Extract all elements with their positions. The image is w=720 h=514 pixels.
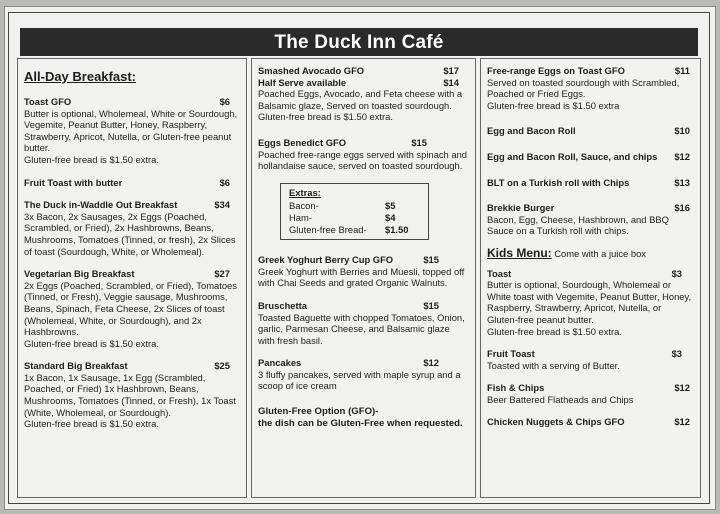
item-name: Egg and Bacon Roll, Sauce, and chips	[487, 150, 658, 162]
item-name: Brekkie Burger	[487, 202, 555, 214]
menu-item-greek-yoghurt	[258, 254, 469, 289]
kids-menu-title: Kids Menu:	[487, 245, 552, 260]
item-description: Toasted with a serving of Butter.	[487, 359, 620, 371]
item-price: $25	[214, 360, 230, 372]
item-price: $6	[219, 96, 230, 107]
item-name: Toast GFO	[24, 96, 72, 107]
item-note: Gluten-free bread is $1.50 extra	[487, 99, 620, 111]
item-description: 1x Bacon, 1x Sausage, 1x Egg (Scrambled, Poached, or Fried) 1x Hashbrown, Beans, Mushrooms, Tomatoes (Tinned, or Fresh), 1x Toast (White, Wholemeal, or Sourdough).	[24, 371, 236, 418]
item-price: $15	[423, 299, 439, 311]
item-name: Bruschetta	[258, 299, 307, 311]
extras-box	[280, 183, 429, 240]
item-description: 2x Eggs (Poached, Scrambled, or Fried), Tomatoes (Tinned, or Fresh), Veggie sausage, Mushrooms, Beans, Spinach, Feta Cheese, 2x Slices of toast (Wholemeal, White, or Sourdough), and 2x Hashbrowns.	[24, 279, 237, 338]
item-price: $12	[674, 382, 690, 394]
item-note: Gluten-free bread is $1.50 extra.	[24, 418, 159, 430]
gfo-line-1: Gluten-Free Option (GFO)-	[258, 406, 379, 418]
item-price: $27	[214, 268, 230, 280]
item-name-half-serve: Half Serve available	[258, 76, 347, 88]
gfo-line-2: the dish can be Gluten-Free when requested.	[258, 417, 463, 429]
item-price: $15	[411, 136, 427, 148]
item-price: $3	[671, 267, 682, 279]
item-description: 3x Bacon, 2x Sausages, 2x Eggs (Poached, Scrambled, or Fried), 2x Hashbrowns, Beans, Mushrooms, Tomatoes (Tinned, or fresh), 2x Slices of toast (Sourdough, White, or Wholemeal).	[24, 210, 236, 257]
menu-item-pancakes	[258, 357, 469, 392]
item-name: BLT on a Turkish roll with Chips	[487, 176, 630, 188]
item-price: $16	[674, 202, 690, 214]
item-name: The Duck in-Waddle Out Breakfast	[24, 199, 178, 211]
item-price: $12	[423, 357, 439, 369]
menu-item-bruschetta	[258, 300, 469, 346]
item-price-half-serve: $14	[443, 76, 459, 88]
column-all-day-breakfast	[17, 58, 247, 498]
menu-item-vegetarian-breakfast	[24, 268, 240, 349]
item-price: $10	[674, 125, 690, 137]
item-name: Free-range Eggs on Toast GFO	[487, 65, 625, 76]
kids-menu-heading	[487, 245, 694, 260]
item-description: Butter is optional, Wholemeal, White or Sourdough, Vegemite, Peanut Butter, Honey, Raspberry, Strawberry, Apricot, Nutella, or Gluten-free peanut butter.	[24, 107, 238, 154]
item-name: Standard Big Breakfast	[24, 360, 128, 372]
extras-title: Extras:	[289, 186, 321, 198]
item-name: Fruit Toast with butter	[24, 176, 123, 188]
menu-item-duck-breakfast	[24, 199, 240, 257]
item-name: Vegetarian Big Breakfast	[24, 268, 135, 280]
extra-price: $5	[385, 200, 396, 212]
menu-item-blt	[487, 177, 694, 189]
extra-name: Ham-	[289, 211, 312, 223]
extra-price: $1.50	[385, 223, 409, 235]
item-price: $17	[443, 65, 459, 76]
item-price: $34	[214, 199, 230, 211]
item-note: Gluten-free bread is $1.50 extra.	[258, 111, 393, 123]
item-description: Butter is optional, Sourdough, Wholemeal or White toast with Vegemite, Peanut Butter, Honey, Raspberry, Strawberry, Apricot, Nutella, or Gluten-free peanut butter.	[487, 279, 692, 325]
item-price: $13	[674, 176, 690, 188]
kids-item-fruit-toast	[487, 348, 694, 371]
kids-item-chicken-nuggets	[487, 416, 694, 428]
item-name: Egg and Bacon Roll	[487, 125, 576, 137]
extras-row	[289, 224, 420, 236]
item-name: Chicken Nuggets & Chips GFO	[487, 416, 625, 428]
item-name: Eggs Benedict GFO	[258, 136, 347, 148]
item-name: Greek Yoghurt Berry Cup GFO	[258, 254, 394, 266]
extra-name: Bacon-	[289, 200, 319, 212]
kids-item-toast	[487, 268, 694, 338]
column-middle	[251, 58, 476, 498]
section-title: All-Day Breakfast:	[24, 69, 136, 84]
menu-item-smashed-avocado	[258, 65, 469, 123]
menu-item-egg-bacon-roll-sauce-chips	[487, 151, 694, 163]
menu-item-eggs-benedict	[258, 137, 469, 172]
extras-row	[289, 200, 420, 212]
item-price: $12	[674, 416, 690, 428]
item-description: 3 fluffy pancakes, served with maple syrup and a scoop of ice cream	[258, 368, 461, 392]
item-description: Greek Yoghurt with Berries and Muesli, topped off with Chai Seeds and grated Organic Walnuts.	[258, 265, 465, 289]
item-name: Smashed Avocado GFO	[258, 65, 365, 76]
item-description: Bacon, Egg, Cheese, Hashbrown, and BBQ Sauce on a Turkish roll with chips.	[487, 213, 669, 237]
menu-item-toast	[24, 96, 240, 166]
item-description: Poached Eggs, Avocado, and Feta cheese with a Balsamic glaze, Served on toasted sourdough.	[258, 88, 463, 111]
item-note: Gluten-free bread is $1.50 extra.	[487, 325, 622, 337]
item-description: Beer Battered Flatheads and Chips	[487, 393, 634, 405]
kids-item-fish-chips	[487, 382, 694, 405]
menu-title: The Duck Inn Café	[20, 28, 698, 56]
item-description: Served on toasted sourdough with Scrambled, Poached or Fried Eggs.	[487, 76, 680, 100]
menu-item-brekkie-burger	[487, 202, 694, 237]
item-name: Fruit Toast	[487, 348, 535, 360]
item-price: $3	[671, 348, 682, 360]
item-note: Gluten-free bread is $1.50 extra.	[24, 153, 159, 165]
item-name: Fish & Chips	[487, 382, 545, 394]
kids-menu-note: Come with a juice box	[551, 247, 646, 259]
item-name: Pancakes	[258, 357, 302, 369]
menu-item-standard-breakfast	[24, 360, 240, 430]
menu-item-egg-bacon-roll	[487, 125, 694, 137]
extras-row	[289, 212, 420, 224]
extra-price: $4	[385, 211, 396, 223]
gfo-note	[258, 406, 469, 429]
item-price: $6	[219, 176, 230, 188]
item-note: Gluten-free bread is $1.50 extra.	[24, 337, 159, 349]
menu-item-eggs-on-toast	[487, 65, 694, 111]
item-price: $15	[423, 254, 439, 266]
item-price: $11	[674, 65, 690, 76]
column-right	[480, 58, 701, 498]
extra-name: Gluten-free Bread-	[289, 223, 367, 235]
menu-item-fruit-toast	[24, 177, 240, 189]
item-name: Toast	[487, 267, 512, 279]
item-description: Poached free-range eggs served with spinach and hollandaise sauce, served on toasted sourdough.	[258, 148, 467, 172]
item-description: Toasted Baguette with chopped Tomatoes, Onion, garlic, Parmesan Cheese, and Balsamic glaze with fresh basil.	[258, 311, 465, 346]
item-price: $12	[674, 150, 690, 162]
